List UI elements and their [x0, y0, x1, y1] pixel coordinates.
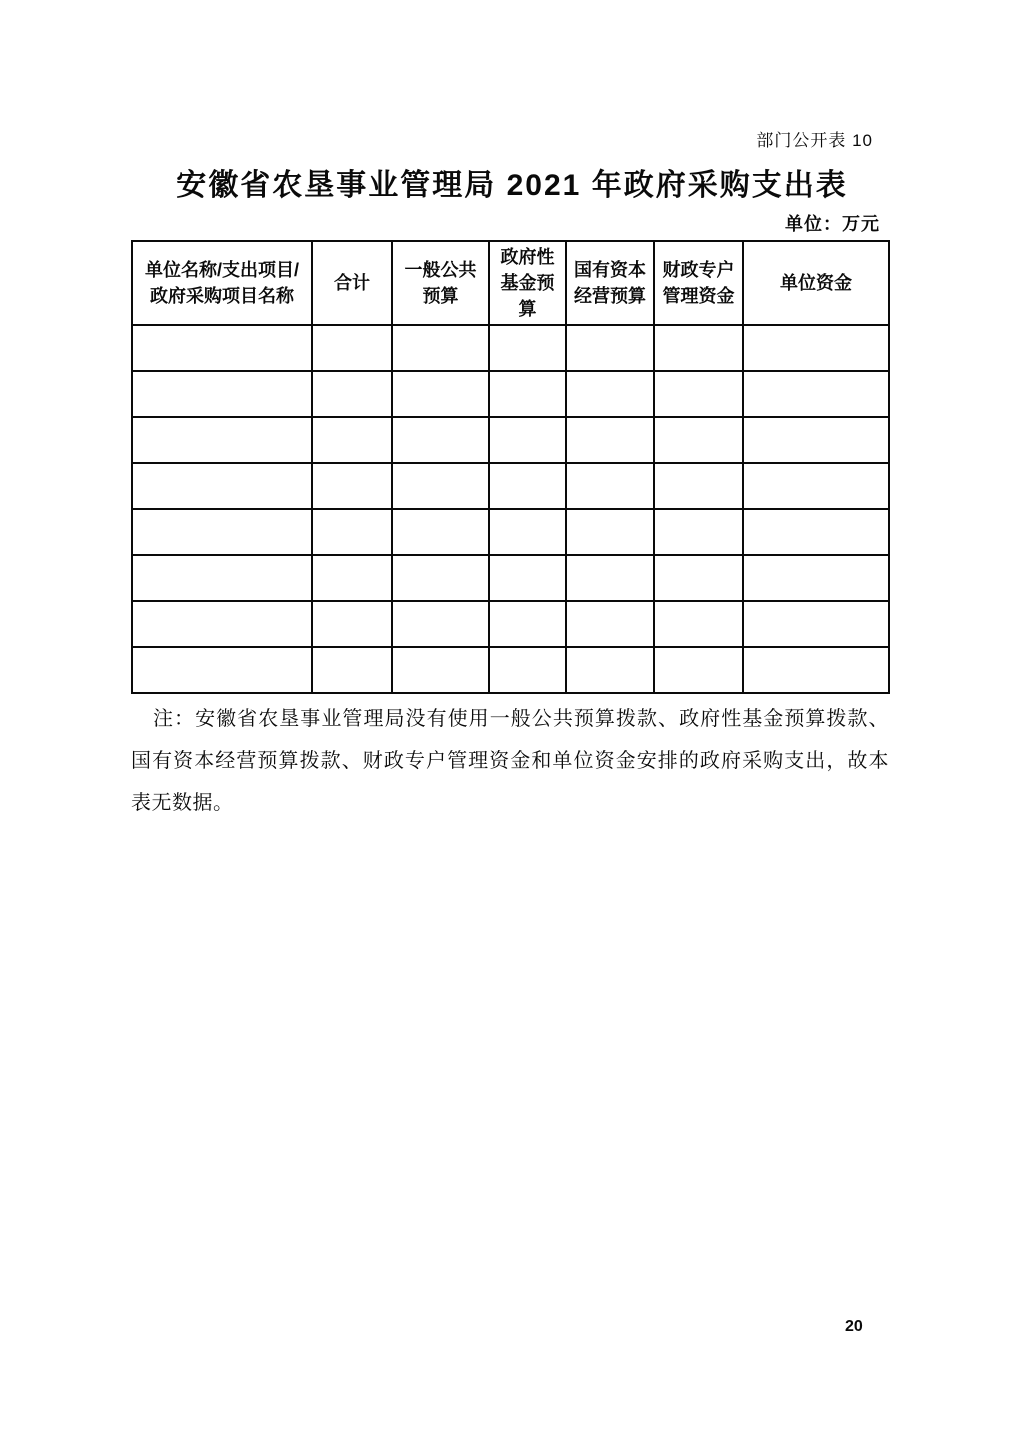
page-number: 20 [845, 1318, 863, 1335]
table-cell [743, 325, 889, 371]
table-cell [312, 647, 392, 693]
table-cell [489, 371, 566, 417]
table-cell [132, 325, 312, 371]
table-cell [132, 463, 312, 509]
table-cell [392, 647, 489, 693]
table-cell [312, 509, 392, 555]
table-cell [312, 463, 392, 509]
page-title: 安徽省农垦事业管理局 2021 年政府采购支出表 [176, 169, 848, 202]
table-cell [132, 601, 312, 647]
table-cell [566, 371, 654, 417]
table-cell [743, 601, 889, 647]
table-cell [654, 647, 743, 693]
table-cell [312, 325, 392, 371]
table-cell [489, 509, 566, 555]
table-cell [489, 325, 566, 371]
table-cell [743, 555, 889, 601]
table-cell [743, 509, 889, 555]
procurement-expenditure-table [131, 240, 890, 694]
table-cell [654, 601, 743, 647]
column-header-1: 单位名称/支出项目/政府采购项目名称 [132, 241, 312, 325]
table-cell [392, 463, 489, 509]
table-cell [566, 325, 654, 371]
table-cell [489, 601, 566, 647]
table-cell [392, 555, 489, 601]
column-header-2: 合计 [312, 241, 392, 325]
table-cell [743, 647, 889, 693]
table-row [132, 463, 889, 509]
table-cell [654, 325, 743, 371]
table-cell [392, 509, 489, 555]
table-header-row [132, 241, 889, 325]
table-cell [312, 417, 392, 463]
table-row [132, 417, 889, 463]
column-header-7: 单位资金 [743, 241, 889, 325]
table-row [132, 601, 889, 647]
table-cell [489, 417, 566, 463]
table-cell [132, 509, 312, 555]
column-header-5: 国有资本经营预算 [566, 241, 654, 325]
table-cell [312, 601, 392, 647]
table-cell [654, 555, 743, 601]
table-cell [489, 555, 566, 601]
table-cell [566, 601, 654, 647]
table-cell [566, 463, 654, 509]
table-cell [743, 417, 889, 463]
table-cell [132, 555, 312, 601]
column-header-3: 一般公共预算 [392, 241, 489, 325]
table-cell [312, 555, 392, 601]
table-cell [489, 463, 566, 509]
table-cell [566, 647, 654, 693]
table-cell [654, 417, 743, 463]
table-cell [566, 417, 654, 463]
column-header-4: 政府性基金预算 [489, 241, 566, 325]
unit-label: 单位：万元 [785, 214, 880, 234]
table-cell [392, 325, 489, 371]
column-header-6: 财政专户管理资金 [654, 241, 743, 325]
table-row [132, 325, 889, 371]
table-cell [132, 647, 312, 693]
table-row [132, 371, 889, 417]
table-cell [743, 463, 889, 509]
table-cell [392, 417, 489, 463]
table-cell [654, 371, 743, 417]
table-cell [566, 509, 654, 555]
table-row [132, 555, 889, 601]
table-row [132, 509, 889, 555]
table-cell [312, 371, 392, 417]
table-cell [654, 509, 743, 555]
table-cell [132, 417, 312, 463]
table-body [132, 325, 889, 693]
table-cell [654, 463, 743, 509]
table-cell [489, 647, 566, 693]
table-row [132, 647, 889, 693]
table-cell [392, 601, 489, 647]
table-cell [132, 371, 312, 417]
doc-label: 部门公开表 10 [756, 131, 873, 150]
table-cell [566, 555, 654, 601]
table-cell [743, 371, 889, 417]
note-text: 注：安徽省农垦事业管理局没有使用一般公共预算拨款、政府性基金预算拨款、国有资本经营预算拨款、财政专户管理资金和单位资金安排的政府采购支出，故本表无数据。 [131, 708, 889, 814]
table-cell [392, 371, 489, 417]
